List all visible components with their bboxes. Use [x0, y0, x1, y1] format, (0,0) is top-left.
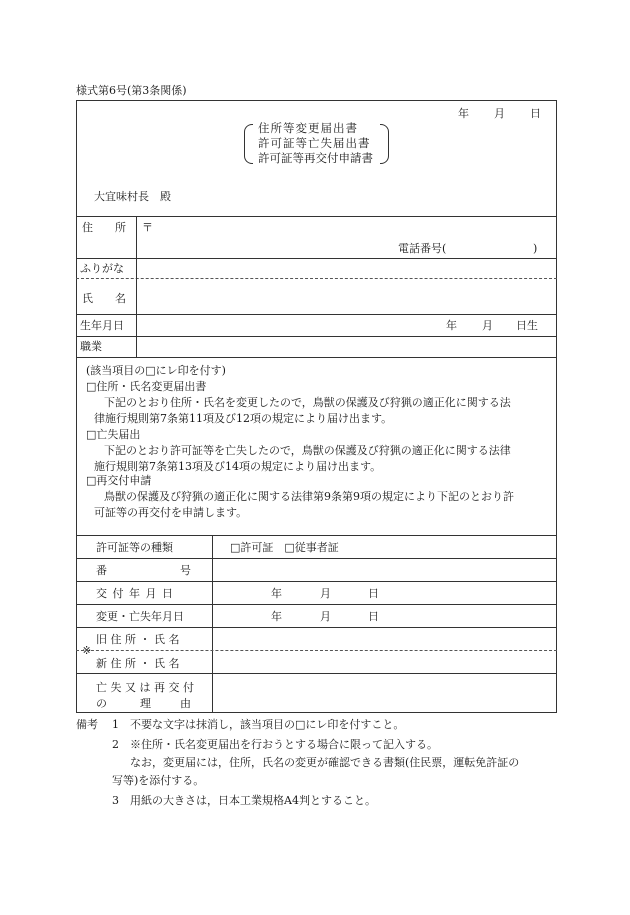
title-address-change: 住所等変更届出書 [258, 121, 358, 135]
notes-heading: 備考 [76, 718, 98, 731]
divider [76, 673, 557, 674]
note-text: 写等)を添付する。 [112, 774, 205, 787]
date-day-label: 日 [530, 107, 541, 120]
title-bracket-right [380, 124, 389, 164]
furigana-label: ふりがな [80, 262, 124, 275]
issue-date-label: 交 付 年 月 日 [96, 587, 174, 600]
declaration-text: 律施行規則第7条第11項及び12項の規定により届け出ます。 [94, 412, 393, 425]
title-bracket-left [244, 124, 253, 164]
issue-month: 月 [320, 587, 331, 600]
date-month-label: 月 [494, 107, 505, 120]
option-address-change[interactable]: □住所・氏名変更届出書 [86, 380, 207, 393]
issue-day: 日 [368, 587, 379, 600]
asterisk-mark: ※ [82, 644, 92, 657]
check-instruction: (該当項目の□にレ印を付す) [86, 364, 226, 377]
birthdate-label: 生年月日 [80, 319, 124, 332]
note-number: 2 [112, 738, 119, 751]
note-number: 3 [112, 794, 119, 807]
reason-label-part: 由 [180, 697, 191, 710]
number-label-b: 号 [180, 564, 191, 577]
option-reissue[interactable]: □再交付申請 [86, 474, 152, 487]
name-label: 氏 名 [82, 292, 126, 305]
birth-suffix: 日生 [516, 319, 538, 332]
occupation-label: 職業 [80, 340, 102, 353]
declaration-text: 鳥獣の保護及び狩猟の適正化に関する法律第9条第9項の規定により下記のとおり許 [104, 490, 514, 503]
addressee: 大宜味村長 殿 [94, 190, 171, 203]
option-loss-report[interactable]: □亡失届出 [86, 428, 141, 441]
dashed-divider [76, 278, 557, 279]
number-label-a: 番 [96, 564, 107, 577]
date-year-label: 年 [458, 107, 469, 120]
issue-year: 年 [271, 587, 282, 600]
new-address-name-label: 新 住 所 ・ 氏 名 [96, 657, 180, 670]
divider [76, 604, 557, 605]
note-text: なお，変更届には，住所，氏名の変更が確認できる書類(住民票，運転免許証の [130, 756, 520, 769]
divider [76, 357, 557, 358]
divider [76, 581, 557, 582]
postal-mark: 〒 [142, 221, 153, 234]
divider [76, 216, 557, 217]
divider [76, 314, 557, 315]
phone-close: ) [533, 242, 538, 255]
details-column-divider [212, 535, 213, 713]
declaration-text: 施行規則第7条第13項及び14項の規定により届け出ます。 [94, 460, 382, 473]
permit-type-options[interactable]: □許可証 □従事者証 [230, 541, 339, 554]
note-text: 用紙の大きさは，日本工業規格A4判とすること。 [130, 794, 376, 807]
label-column-divider [136, 216, 137, 357]
old-address-name-label: 旧 住 所 ・ 氏 名 [96, 633, 180, 646]
phone-label: 電話番号( [398, 242, 447, 255]
title-loss-report: 許可証等亡失届出書 [258, 136, 371, 150]
divider [76, 258, 557, 259]
note-number: 1 [112, 718, 119, 731]
change-day: 日 [368, 610, 379, 623]
title-reissue-application: 許可証等再交付申請書 [258, 151, 373, 165]
divider [76, 627, 557, 628]
declaration-text: 可証等の再交付を申請します。 [94, 506, 248, 519]
permit-type-label: 許可証等の種類 [96, 541, 173, 554]
dashed-divider [76, 650, 557, 651]
divider [76, 535, 557, 536]
change-year: 年 [271, 610, 282, 623]
birth-year: 年 [446, 319, 457, 332]
form-number: 様式第6号(第3条関係) [76, 84, 187, 97]
change-month: 月 [320, 610, 331, 623]
note-text: 不要な文字は抹消し，該当項目の□にレ印を付すこと。 [130, 718, 405, 731]
declaration-text: 下記のとおり許可証等を亡失したので，鳥獣の保護及び狩猟の適正化に関する法律 [104, 444, 511, 457]
address-label: 住 所 [82, 221, 126, 234]
divider [76, 558, 557, 559]
declaration-text: 下記のとおり住所・氏名を変更したので，鳥獣の保護及び狩猟の適正化に関する法 [104, 396, 511, 409]
reason-label-part: の [96, 697, 107, 710]
change-date-label: 変更・亡失年月日 [96, 610, 184, 623]
note-text: ※住所・氏名変更届出を行おうとする場合に限って記入する。 [130, 738, 438, 751]
birth-month: 月 [482, 319, 493, 332]
divider [76, 336, 557, 337]
reason-label-part: 理 [140, 697, 151, 710]
reason-label: 亡 失 又 は 再 交 付 [96, 681, 194, 694]
